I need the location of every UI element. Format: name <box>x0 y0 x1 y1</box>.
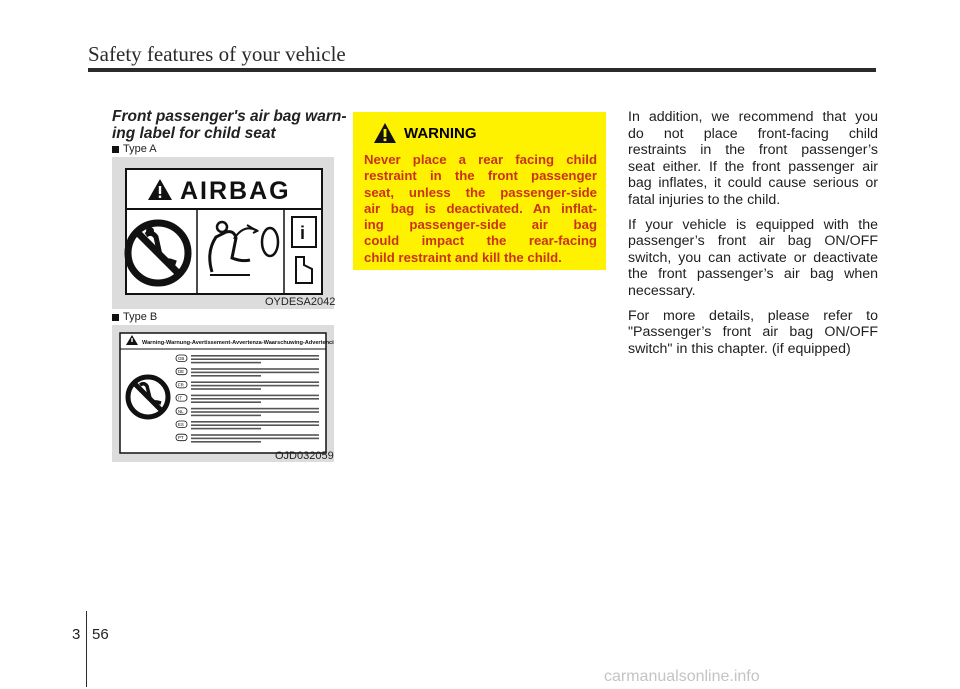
fine-print-line <box>191 428 261 430</box>
no-child-seat-icon <box>128 223 188 283</box>
body-line: do not place front-facing child <box>628 125 878 142</box>
fine-print-line <box>191 358 319 360</box>
watermark-link[interactable]: carmanualsonline.info <box>604 668 760 685</box>
fine-print-line <box>191 411 319 413</box>
no-child-seat-icon <box>128 377 168 417</box>
airbag-label-figure-a <box>112 157 334 309</box>
fine-print-line <box>191 375 261 377</box>
fine-print-line <box>191 368 319 370</box>
language-code: NL <box>178 408 184 414</box>
warning-line: child restraint and kill the child. <box>364 249 562 265</box>
fine-print-line <box>191 395 319 397</box>
body-line: For more details, please refer to <box>628 307 878 324</box>
body-line: seat either. If the front passenger air <box>628 158 878 175</box>
body-paragraph-1 <box>628 109 878 209</box>
language-code: DE <box>178 369 185 375</box>
language-code: ES <box>178 422 184 427</box>
fine-print-line <box>191 441 261 443</box>
language-code: IT <box>178 395 182 401</box>
fine-print-line <box>191 408 319 410</box>
fine-print-line <box>191 362 261 364</box>
fine-print-line <box>191 424 319 426</box>
warning-line: ing passenger-side air bag <box>364 217 597 233</box>
header-rule <box>88 68 876 72</box>
fine-print-line <box>191 355 319 357</box>
body-line: the front passenger’s air bag when <box>628 266 878 283</box>
body-line: In addition, we recommend that you <box>628 109 878 125</box>
square-bullet-icon <box>112 146 119 153</box>
body-line: switch, you can activate or deactivate <box>628 249 878 266</box>
section-heading <box>112 108 347 142</box>
airbag-label-figure-b <box>112 325 334 462</box>
fine-print-line <box>191 421 319 423</box>
body-line: If your vehicle is equipped with the <box>628 216 878 233</box>
section-heading-line: Front passenger's air bag warn- <box>112 108 347 125</box>
warning-body <box>364 152 597 266</box>
warning-line: seat, unless the passenger-side <box>364 184 597 200</box>
body-line: bag inflates, it could cause serious or <box>628 175 878 192</box>
warning-box <box>353 112 606 270</box>
svg-text:i: i <box>300 223 306 243</box>
body-paragraph-3 <box>628 308 878 358</box>
body-line: passenger’s front air bag ON/OFF <box>628 233 878 250</box>
warning-triangle-icon <box>374 123 396 143</box>
warning-banner-text: Warning-Warnung-Avertissement-Avvertenza-Waarschuwing-Advertencia-Aviso <box>142 340 334 346</box>
body-line: "Passenger’s front air bag ON/OFF <box>628 324 878 341</box>
page-number-rule <box>86 611 87 687</box>
warning-line: Never place a rear facing child <box>364 152 597 167</box>
page-header-title: Safety features of your vehicle <box>88 42 346 66</box>
fine-print-line <box>191 434 319 436</box>
warning-title-text: WARNING <box>404 124 477 142</box>
square-bullet-icon <box>112 314 119 321</box>
fine-print-line <box>191 398 319 400</box>
type-a-label <box>112 143 157 155</box>
body-line: necessary. <box>628 282 696 299</box>
figure-b-code: OJD032059 <box>275 450 334 462</box>
figure-a-code: OYDESA2042 <box>265 296 336 308</box>
section-heading-line: ing label for child seat <box>112 125 276 142</box>
warning-line: could impact the rear-facing <box>364 233 597 249</box>
type-b-label <box>112 311 157 323</box>
warning-line: air bag is deactivated. An inflat- <box>364 200 597 216</box>
language-code: GB <box>178 356 185 361</box>
type-a-label-text: Type A <box>123 143 157 155</box>
page-chapter-number: 3 <box>72 626 81 643</box>
fine-print-line <box>191 438 319 440</box>
fine-print-line <box>191 372 319 374</box>
language-code: PT <box>178 435 184 441</box>
airbag-text: AIRBAG <box>180 177 291 205</box>
fine-print-line <box>191 381 319 383</box>
fine-print-line <box>191 415 261 417</box>
body-line: switch" in this chapter. (if equipped) <box>628 340 851 357</box>
body-paragraph-2 <box>628 217 878 300</box>
page-number: 56 <box>92 626 109 643</box>
fine-print-line <box>191 388 261 390</box>
type-b-label-text: Type B <box>123 311 158 323</box>
body-text-column <box>628 109 878 365</box>
body-line: fatal injuries to the child. <box>628 191 781 208</box>
warning-title <box>374 120 597 146</box>
warning-line: restraint in the front passenger <box>364 168 597 184</box>
fine-print-line <box>191 385 319 387</box>
fine-print-line <box>191 401 261 403</box>
language-code: FR <box>178 382 184 388</box>
body-line: restraints in the front passenger’s <box>628 142 878 159</box>
